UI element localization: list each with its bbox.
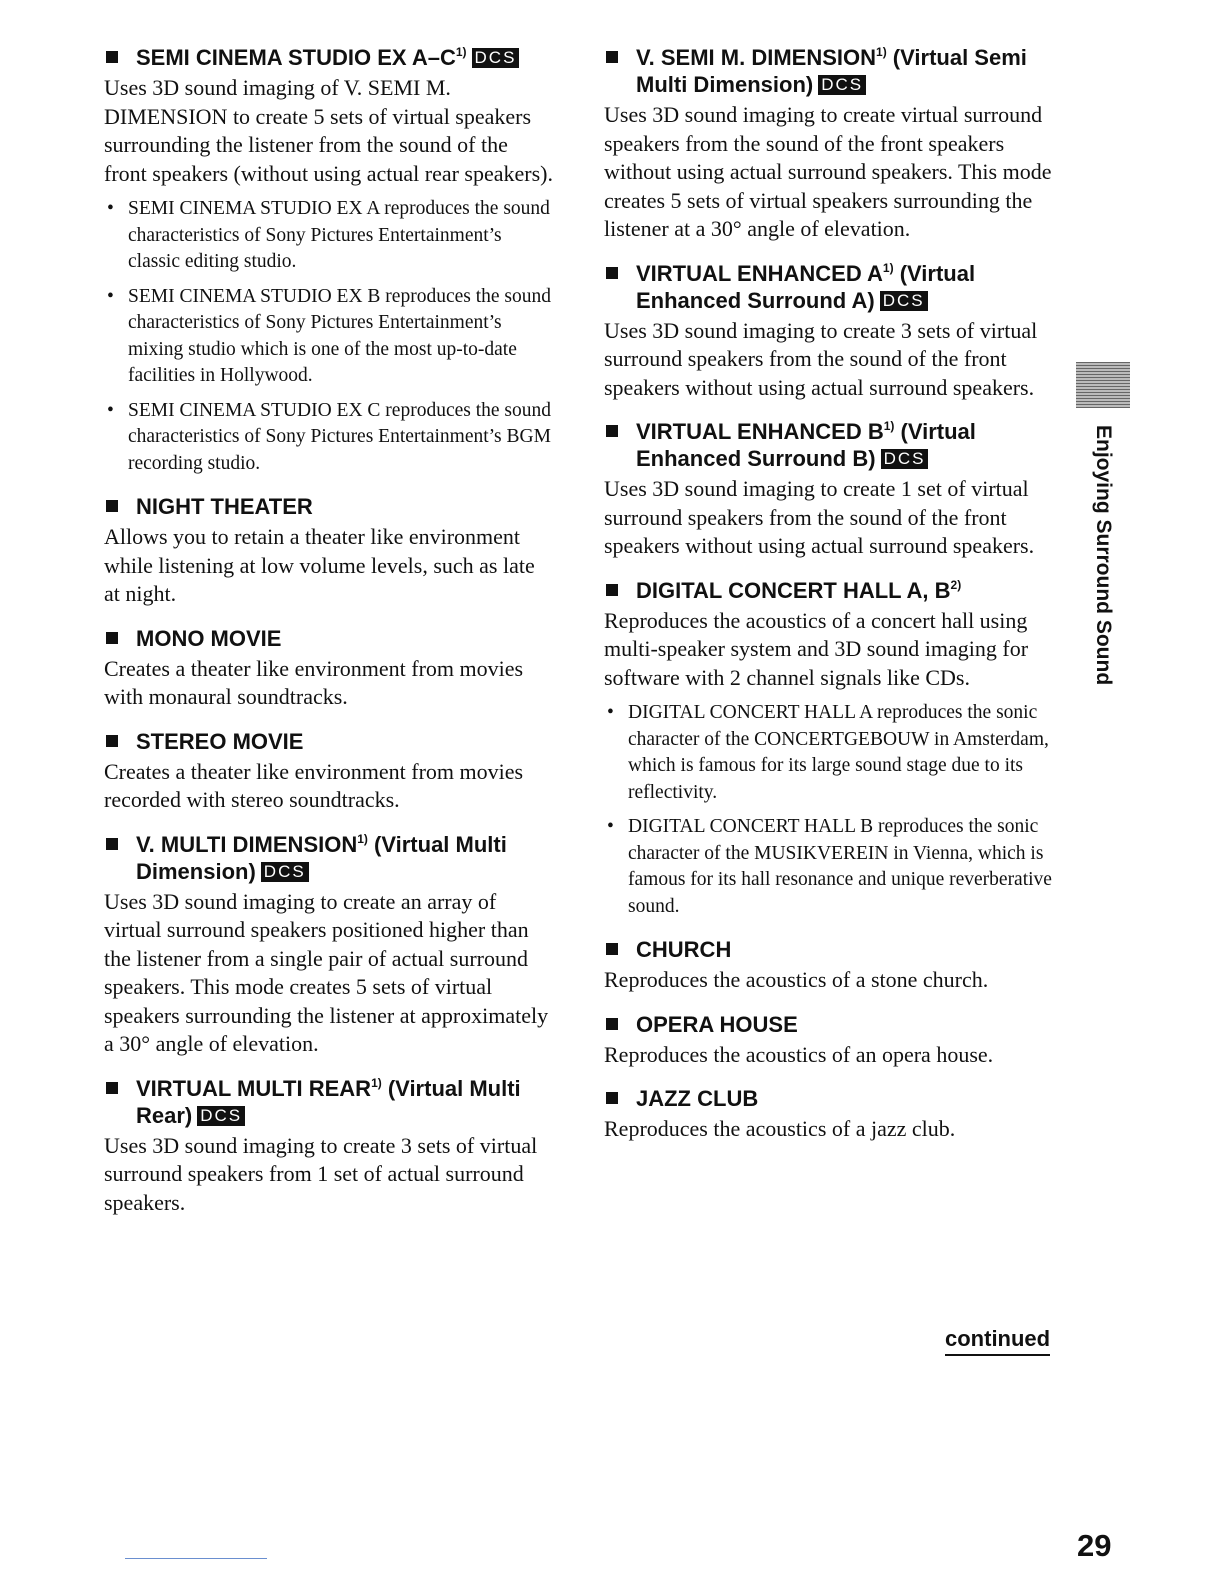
- left-column: [104, 44, 554, 1233]
- bullet-dot: •: [107, 285, 114, 307]
- mode-section: [604, 1085, 1054, 1144]
- mode-heading: [104, 44, 554, 71]
- footnote-marker: 1): [455, 45, 467, 59]
- mode-section: [104, 44, 554, 477]
- mode-heading: [604, 1085, 1054, 1112]
- heading-title: NIGHT THEATER: [136, 494, 313, 519]
- heading-bullet-square: [606, 267, 618, 279]
- mode-description: Allows you to retain a theater like environment while listening at low volume levels, such as late at night.: [104, 524, 535, 606]
- heading-title: CHURCH: [636, 937, 732, 962]
- mode-section: [604, 577, 1054, 921]
- heading-subtitle: (Virtual Semi Multi Dimension): [636, 45, 1027, 97]
- heading-title: V. MULTI DIMENSION: [136, 831, 358, 857]
- mode-section: [104, 1075, 554, 1218]
- footnote-marker: 1): [883, 419, 895, 433]
- mode-description: Creates a theater like environment from movies with monaural soundtracks.: [104, 655, 524, 709]
- mode-heading: [604, 44, 1054, 98]
- dcs-badge: DCS: [880, 291, 928, 311]
- heading-title: VIRTUAL MULTI REAR: [136, 1075, 372, 1101]
- footer-rule: [125, 1558, 267, 1559]
- bullet-item: [104, 196, 554, 276]
- mode-description: Uses 3D sound imaging to create 1 set of virtual surround speakers from the sound of the front speakers without using actual surround speakers.: [604, 476, 1035, 558]
- heading-title: DIGITAL CONCERT HALL A, B: [636, 577, 951, 603]
- page-number: 29: [1077, 1528, 1112, 1563]
- bullet-text: SEMI CINEMA STUDIO EX C reproduces the sound characteristics of Sony Pictures Entertainment’s BGM recording studio.: [128, 399, 552, 474]
- heading-title: VIRTUAL ENHANCED B: [636, 419, 884, 444]
- heading-bullet-square: [606, 425, 618, 437]
- mode-description: Uses 3D sound imaging to create 3 sets of virtual surround speakers from the sound of the front speakers without using actual surround speakers.: [604, 317, 1038, 400]
- mode-description: Uses 3D sound imaging to create an array of virtual surround speakers positioned higher than the listener from a single pair of actual surround speakers. This mode creates 5 sets of virtual speakers surrounding the listener at approximately a 30° angle of elevation.: [104, 888, 549, 1056]
- section-tab-marker: [1076, 362, 1130, 408]
- mode-heading: [604, 577, 1054, 604]
- dcs-badge: DCS: [197, 1106, 245, 1126]
- mode-section: [604, 260, 1054, 403]
- heading-bullet-square: [106, 51, 118, 63]
- mode-section: [104, 625, 554, 712]
- bullet-text: DIGITAL CONCERT HALL B reproduces the sonic character of the MUSIKVEREIN in Vienna, which is famous for its hall resonance and unique reverberative sound.: [628, 816, 1052, 917]
- heading-bullet-square: [606, 943, 618, 955]
- mode-section: [604, 44, 1054, 244]
- bullet-text: SEMI CINEMA STUDIO EX B reproduces the sound characteristics of Sony Pictures Entertainment’s mixing studio which is one of the most up-to-date facilities in Hollywood.: [128, 285, 552, 386]
- mode-section: [104, 493, 554, 609]
- bullet-item: [604, 700, 1054, 806]
- bullet-dot: •: [107, 399, 114, 421]
- mode-section: [604, 418, 1054, 561]
- heading-title: VIRTUAL ENHANCED A: [636, 260, 883, 286]
- mode-description: Reproduces the acoustics of a stone church.: [604, 967, 989, 992]
- heading-title: MONO MOVIE: [136, 625, 282, 651]
- bullet-text: SEMI CINEMA STUDIO EX A reproduces the sound characteristics of Sony Pictures Entertainment’s classic editing studio.: [128, 198, 550, 272]
- dcs-badge: DCS: [818, 75, 866, 95]
- mode-description: Creates a theater like environment from movies recorded with stereo soundtracks.: [104, 758, 524, 812]
- heading-bullet-square: [606, 51, 618, 63]
- heading-bullet-square: [106, 838, 118, 850]
- heading-bullet-square: [106, 500, 118, 512]
- mode-heading: [104, 831, 554, 885]
- bullet-dot: •: [607, 702, 614, 723]
- heading-subtitle: (Virtual Enhanced Surround A): [636, 260, 976, 313]
- mode-description: Uses 3D sound imaging to create 3 sets of virtual surround speakers from 1 set of actual surround speakers.: [104, 1132, 538, 1215]
- mode-heading: [104, 493, 554, 520]
- footnote-marker: 1): [371, 1075, 382, 1090]
- mode-description: Reproduces the acoustics of a jazz club.: [604, 1116, 956, 1141]
- continued-label: continued: [945, 1326, 1050, 1356]
- heading-bullet-square: [106, 632, 118, 644]
- dcs-badge: DCS: [261, 862, 309, 882]
- dcs-badge: DCS: [472, 48, 520, 68]
- heading-bullet-square: [106, 1082, 118, 1094]
- mode-description: Uses 3D sound imaging of V. SEMI M. DIMENSION to create 5 sets of virtual speakers surrounding the listener from the sound of the front speakers (without using actual rear speakers).: [104, 75, 554, 186]
- mode-heading: [604, 418, 1054, 472]
- section-side-label: Enjoying Surround Sound: [1092, 425, 1115, 686]
- heading-bullet-square: [606, 1092, 618, 1104]
- heading-subtitle: (Virtual Multi Rear): [136, 1075, 521, 1128]
- mode-section: [604, 936, 1054, 995]
- mode-heading: [604, 936, 1054, 963]
- footnote-marker: 1): [882, 260, 894, 275]
- mode-description: Uses 3D sound imaging to create virtual surround speakers from the sound of the front speakers without using actual surround speakers. This mode creates 5 sets of virtual speakers surrounding the listener at a 30° angle of elevation.: [604, 102, 1052, 241]
- heading-title: OPERA HOUSE: [636, 1011, 798, 1037]
- dcs-badge: DCS: [881, 449, 929, 469]
- bullet-item: [604, 814, 1054, 920]
- footnote-marker: 2): [950, 577, 962, 592]
- bullet-dot: •: [607, 816, 614, 837]
- bullet-item: [104, 398, 554, 478]
- bullet-item: [104, 284, 554, 390]
- right-column: [604, 44, 1054, 1160]
- mode-heading: [604, 1011, 1054, 1038]
- mode-heading: [104, 1075, 554, 1129]
- mode-heading: [604, 260, 1054, 314]
- mode-section: [104, 728, 554, 815]
- heading-title: JAZZ CLUB: [636, 1086, 759, 1111]
- heading-title: V. SEMI M. DIMENSION: [636, 45, 877, 70]
- footnote-marker: 1): [357, 831, 368, 846]
- heading-title: STEREO MOVIE: [136, 728, 304, 754]
- bullet-text: DIGITAL CONCERT HALL A reproduces the sonic character of the CONCERTGEBOUW in Amsterdam, which is famous for its large sound stage due to its reflectivity.: [628, 702, 1049, 803]
- heading-bullet-square: [606, 584, 618, 596]
- mode-heading: [104, 625, 554, 652]
- bullet-dot: •: [107, 198, 114, 219]
- mode-section: [104, 831, 554, 1059]
- footnote-marker: 1): [876, 45, 887, 59]
- mode-description: Reproduces the acoustics of a concert hall using multi-speaker system and 3D sound imaging for software with 2 channel signals like CDs.: [604, 607, 1029, 690]
- mode-section: [604, 1011, 1054, 1070]
- heading-subtitle: (Virtual Multi Dimension): [136, 831, 507, 884]
- mode-description: Reproduces the acoustics of an opera house.: [604, 1041, 994, 1067]
- heading-subtitle: (Virtual Enhanced Surround B): [636, 419, 976, 471]
- heading-bullet-square: [606, 1018, 618, 1030]
- heading-title: SEMI CINEMA STUDIO EX A–C: [136, 45, 456, 70]
- heading-bullet-square: [106, 735, 118, 747]
- mode-bullet-list: [104, 196, 554, 477]
- mode-heading: [104, 728, 554, 755]
- mode-bullet-list: [604, 700, 1054, 920]
